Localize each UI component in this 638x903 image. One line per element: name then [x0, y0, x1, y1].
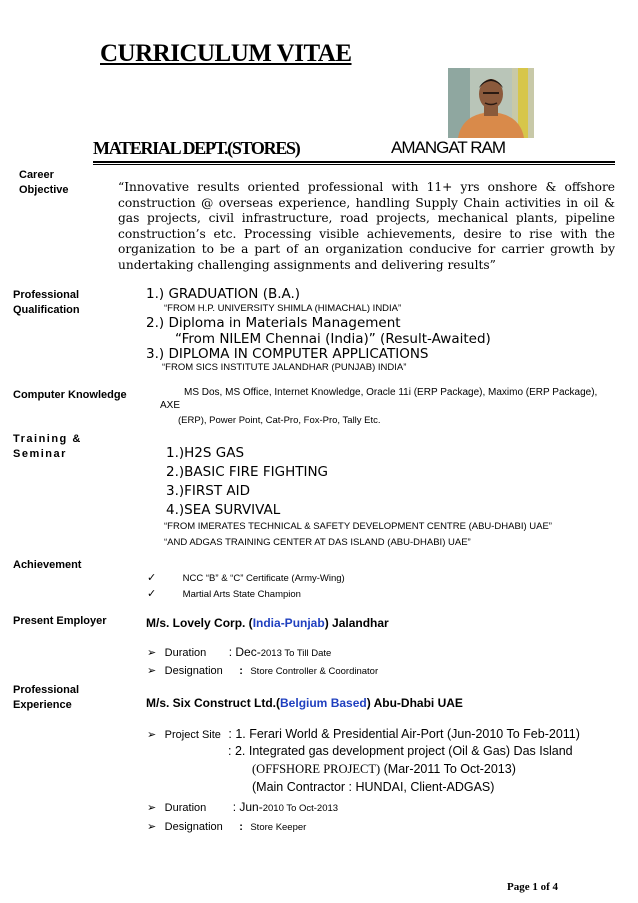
- computer-knowledge-line3: (ERP), Power Point, Cat-Pro, Fox-Pro, Tally Etc.: [178, 415, 381, 426]
- experience-label-1: Professional: [13, 684, 80, 696]
- experience-project-3: (OFFSHORE PROJECT) (Mar-2011 To Oct-2013): [252, 762, 516, 776]
- training-label-2: Seminar: [13, 448, 67, 460]
- qualification-label-2: Qualification: [13, 304, 80, 316]
- qualification-item: 1.) GRADUATION (B.A.): [146, 286, 301, 302]
- present-employer-label: Present Employer: [13, 615, 107, 627]
- experience-project: ➢ Project Site : 1. Ferari World & Presidential Air-Port (Jun-2010 To Feb-2011): [147, 727, 580, 741]
- training-item: 4.)SEA SURVIVAL: [166, 502, 281, 518]
- career-label: Career: [19, 169, 54, 181]
- list-item: ✓ NCC “B” & “C” Certificate (Army-Wing): [147, 572, 345, 584]
- header-divider: [93, 161, 615, 163]
- training-item: 2.)BASIC FIRE FIGHTING: [166, 464, 329, 480]
- qualification-item: 2.) Diploma in Materials Management: [146, 315, 401, 331]
- checkmark-icon: ✓: [147, 588, 157, 600]
- training-source: “AND ADGAS TRAINING CENTER AT DAS ISLAND (ABU-DHABI) UAE”: [164, 537, 471, 548]
- header-divider-thin: [93, 164, 615, 165]
- experience-designation: ➢ Designation : Store Keeper: [147, 821, 307, 833]
- training-item: 1.)H2S GAS: [166, 445, 245, 461]
- list-item: ✓ Martial Arts State Champion: [147, 588, 301, 600]
- training-source: “FROM IMERATES TECHNICAL & SAFETY DEVELOPMENT CENTRE (ABU-DHABI) UAE”: [164, 521, 552, 532]
- present-duration: ➢ Duration : Dec-2013 To Till Date: [147, 645, 332, 659]
- training-label-1: Training &: [13, 433, 82, 445]
- computer-knowledge-line2: AXE: [160, 400, 181, 411]
- experience-label-2: Experience: [13, 699, 72, 711]
- career-objective-text: “Innovative results oriented professional with 11+ yrs onshore & offshore construction @ overseas experience, handling Supply Chain activities in oil & gas projects, civil infrastructure, road projects, mechanical plants, pipeline construction’s etc. Processing visible achievements, desire to rise with the organization to be a part of an organization conducive for carrier growth by undertaking challenging assignments and delivering results”: [118, 180, 615, 272]
- qualification-item: 3.) DIPLOMA IN COMPUTER APPLICATIONS: [146, 346, 429, 362]
- achievement-label: Achievement: [13, 559, 82, 571]
- qualification-source: “From NILEM Chennai (India)” (Result-Awaited): [175, 331, 491, 347]
- arrow-bullet-icon: ➢: [147, 729, 157, 741]
- qualification-label-1: Professional: [13, 289, 80, 301]
- training-item: 3.)FIRST AID: [166, 483, 251, 499]
- candidate-name: AMANGAT RAM: [391, 138, 505, 157]
- objective-label: Objective: [19, 184, 69, 196]
- qualification-source: “FROM SICS INSTITUTE JALANDHAR (PUNJAB) INDIA”: [162, 362, 407, 373]
- profile-photo: [448, 68, 534, 138]
- department-heading: MATERIAL DEPT.(STORES): [93, 138, 300, 158]
- arrow-bullet-icon: ➢: [147, 665, 157, 677]
- present-company: M/s. Lovely Corp. (India-Punjab) Jalandhar: [146, 616, 389, 630]
- experience-project-2: : 2. Integrated gas development project (Oil & Gas) Das Island: [228, 744, 573, 758]
- experience-duration: ➢ Duration : Jun-2010 To Oct-2013: [147, 800, 339, 814]
- arrow-bullet-icon: ➢: [147, 821, 157, 833]
- qualification-source: “FROM H.P. UNIVERSITY SHIMLA (HIMACHAL) INDIA”: [164, 303, 402, 314]
- page-title: CURRICULUM VITAE: [100, 40, 352, 67]
- experience-project-4: (Main Contractor : HUNDAI, Client-ADGAS): [252, 780, 495, 794]
- checkmark-icon: ✓: [147, 572, 157, 584]
- computer-knowledge-label: Computer Knowledge: [13, 389, 127, 401]
- arrow-bullet-icon: ➢: [147, 802, 157, 814]
- present-designation: ➢ Designation : Store Controller & Coordinator: [147, 665, 379, 677]
- computer-knowledge-line1: MS Dos, MS Office, Internet Knowledge, Oracle 11i (ERP Package), Maximo (ERP Package),: [184, 387, 598, 398]
- arrow-bullet-icon: ➢: [147, 647, 157, 659]
- experience-company: M/s. Six Construct Ltd.(Belgium Based) Abu-Dhabi UAE: [146, 696, 463, 710]
- page-number: Page 1 of 4: [507, 881, 559, 893]
